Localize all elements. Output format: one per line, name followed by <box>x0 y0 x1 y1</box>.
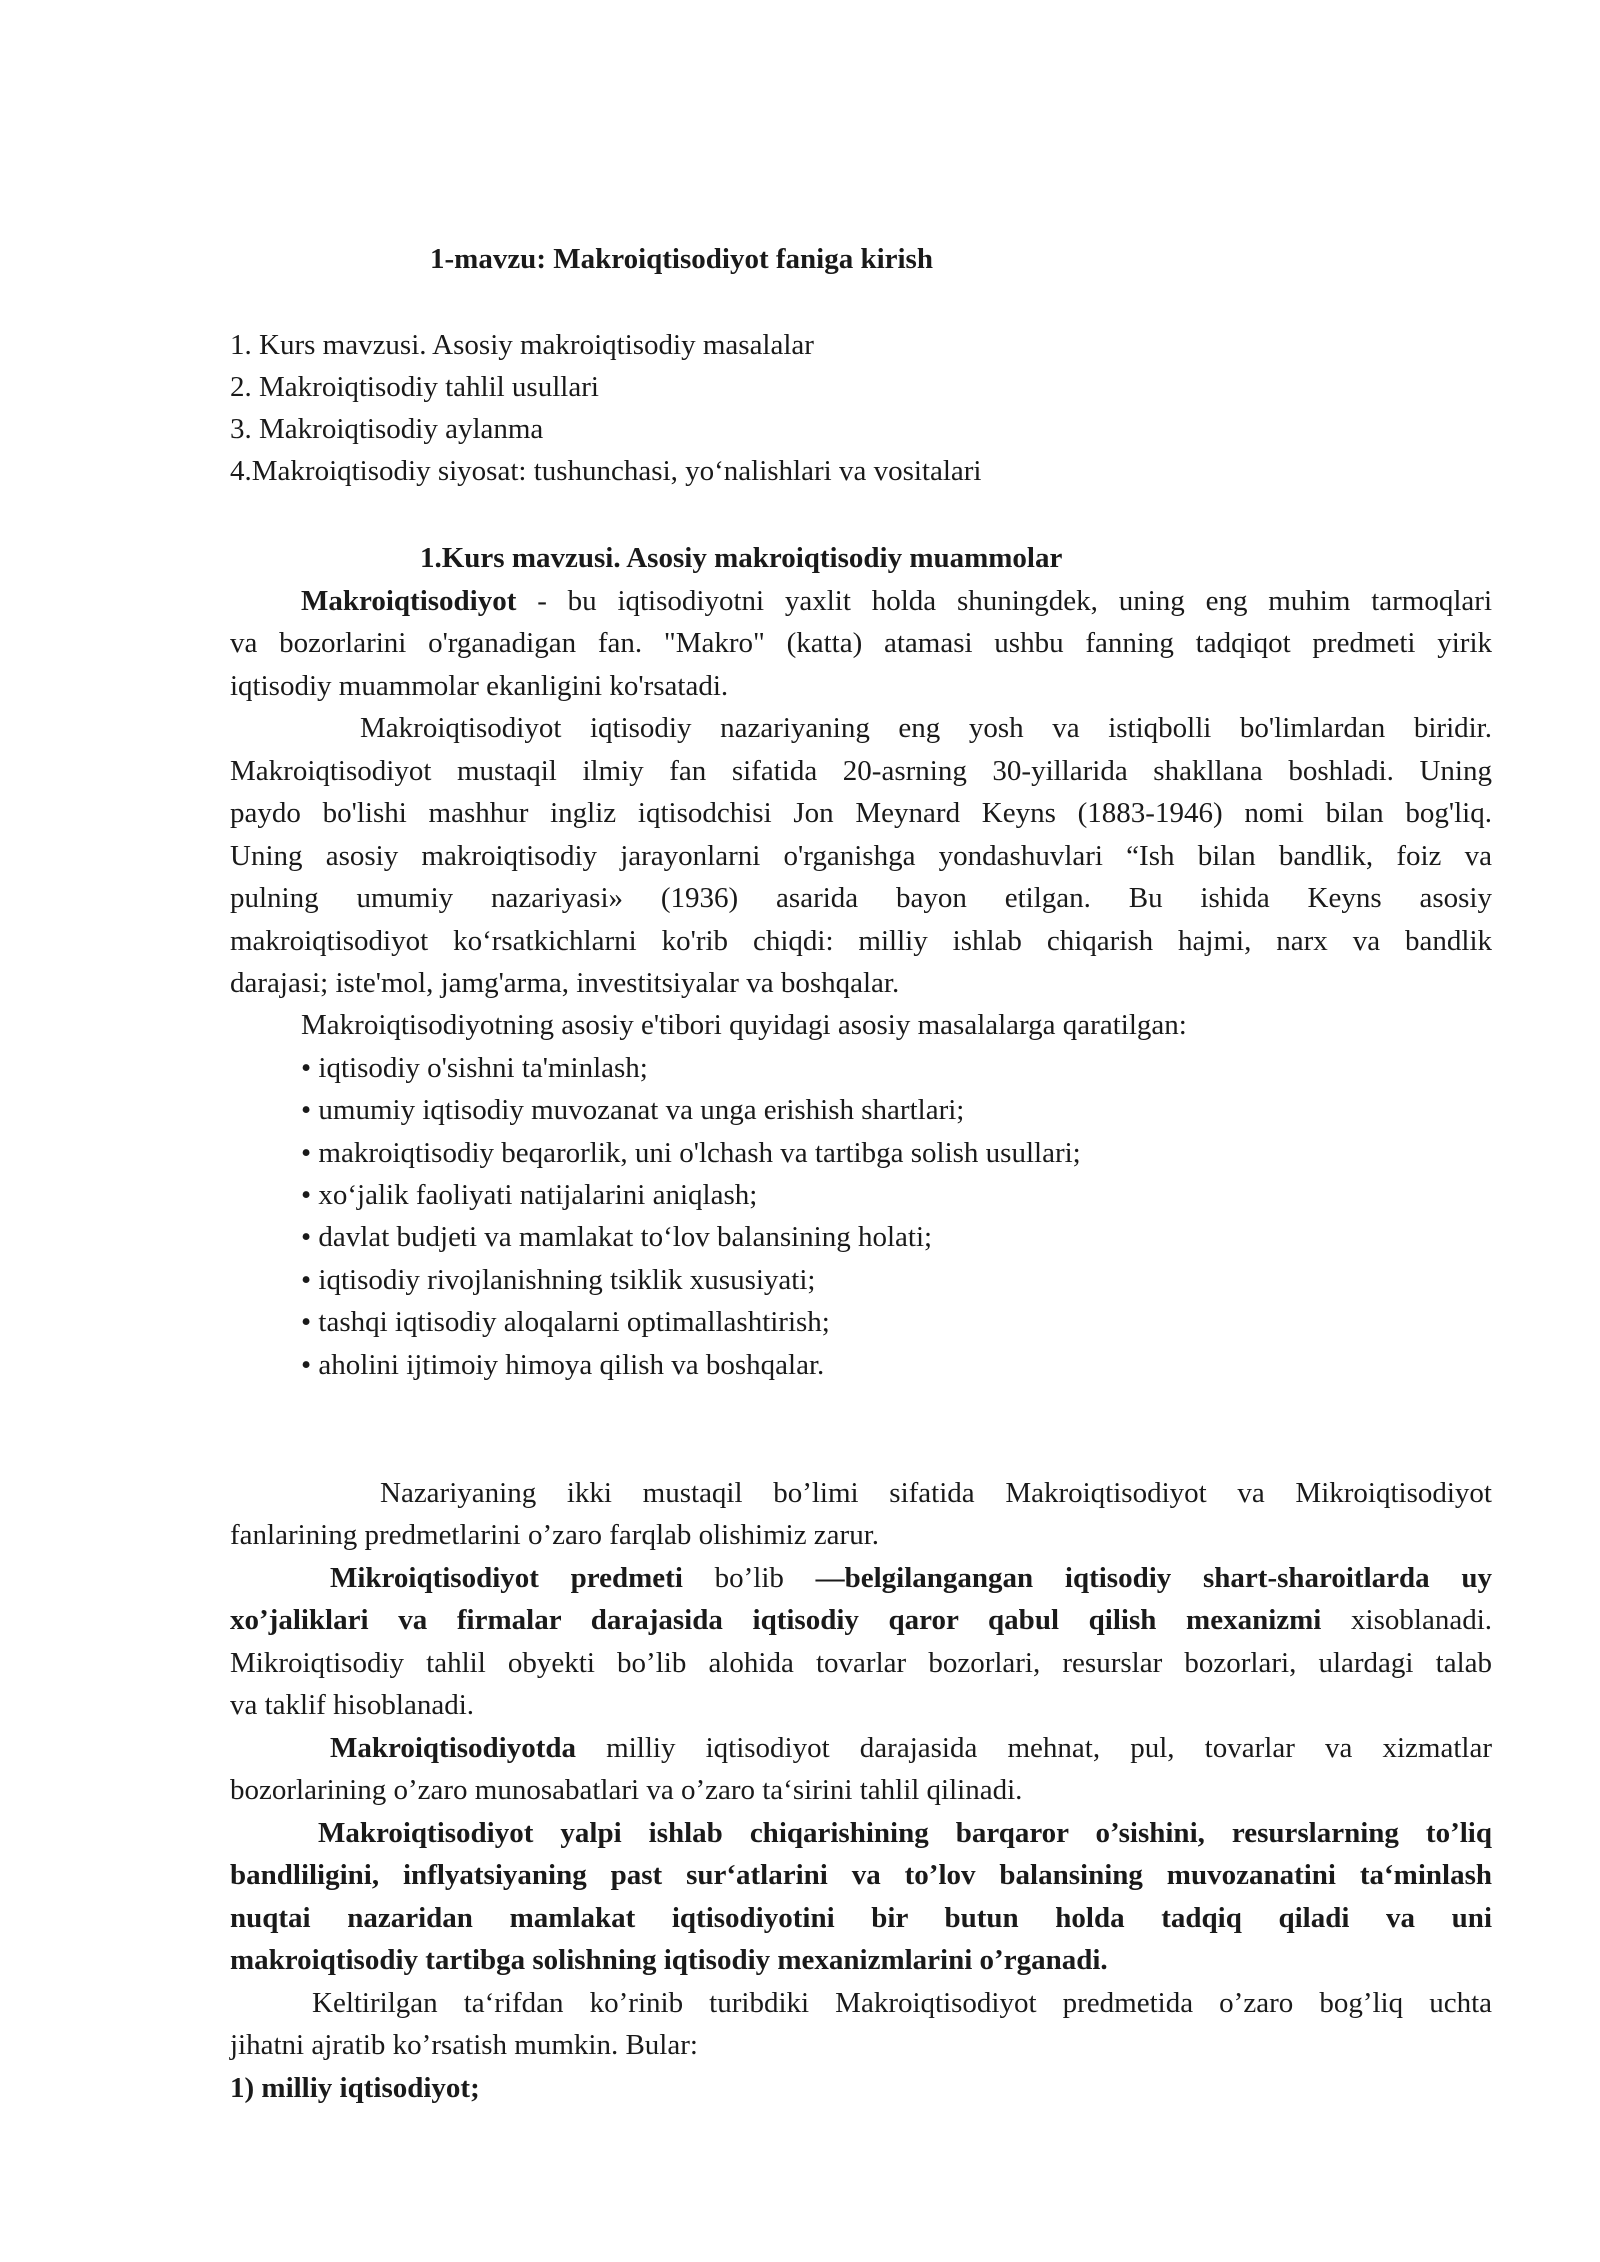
text-run: milliy iqtisodiyot darajasida mehnat, pul, tovarlar va xizmatlar <box>576 1732 1492 1764</box>
text-run: - bu iqtisodiyotni yaxlit holda shuningdek, uning eng muhim tarmoqlari <box>516 585 1492 617</box>
list-item: • iqtisodiy o'sishni ta'minlash; <box>301 1052 648 1084</box>
paragraph-line: makroiqtisodiy tartibga solishning iqtisodiy mexanizmlarini o’rganadi. <box>230 1944 1108 1976</box>
paragraph-line: va taklif hisoblanadi. <box>230 1689 475 1721</box>
list-item: • tashqi iqtisodiy aloqalarni optimallashtirish; <box>301 1306 830 1338</box>
numbered-item: 1) milliy iqtisodiyot; <box>230 2072 480 2104</box>
text-run: bo’lib <box>682 1562 816 1594</box>
paragraph-line: Nazariyaning ikki mustaqil bo’limi sifatida Makroiqtisodiyot va Mikroiqtisodiyot <box>380 1477 1492 1509</box>
paragraph-line <box>230 1599 1492 1641</box>
plan-item: 1. Kurs mavzusi. Asosiy makroiqtisodiy masalalar <box>230 329 814 361</box>
text-run-bold: xo’jaliklari va firmalar darajasida iqtisodiy qaror qabul qilish mexanizmi <box>230 1604 1322 1636</box>
paragraph-line: Mikroiqtisodiy tahlil obyekti bo’lib alohida tovarlar bozorlari, resurslar bozorlari, ulardagi talab <box>230 1647 1492 1679</box>
list-item: • umumiy iqtisodiy muvozanat va unga erishish shartlari; <box>301 1094 965 1126</box>
paragraph-line: bozorlarining o’zaro munosabatlari va o’zaro ta‘sirini tahlil qilinadi. <box>230 1774 1023 1806</box>
term-makroiqtisodiyot: Makroiqtisodiyot <box>301 585 517 617</box>
plan-item: 2. Makroiqtisodiy tahlil usullari <box>230 371 599 403</box>
text-run: xisoblanadi. <box>1321 1604 1492 1636</box>
paragraph-line: paydo bo'lishi mashhur ingliz iqtisodchisi Jon Meynard Keyns (1883-1946) nomi bilan bog'liq. <box>230 797 1492 829</box>
list-item: • davlat budjeti va mamlakat to‘lov balansining holati; <box>301 1221 933 1253</box>
list-item: • xo‘jalik faoliyati natijalarini aniqlash; <box>301 1179 758 1211</box>
paragraph-line: bandliligini, inflyatsiyaning past sur‘atlarini va to’lov balansining muvozanatini ta‘minlash <box>230 1859 1492 1891</box>
paragraph-line: pulning umumiy nazariyasi» (1936) asarida bayon etilgan. Bu ishida Keyns asosiy <box>230 882 1492 914</box>
plan-item: 3. Makroiqtisodiy aylanma <box>230 413 544 445</box>
document-title: 1-mavzu: Makroiqtisodiyot faniga kirish <box>430 243 933 275</box>
text-run-bold: —belgilangangan iqtisodiy shart-sharoitlarda uy <box>815 1562 1492 1594</box>
list-item: • aholini ijtimoiy himoya qilish va boshqalar. <box>301 1349 825 1381</box>
paragraph-line: Makroiqtisodiyot mustaqil ilmiy fan sifatida 20-asrning 30-yillarida shakllana boshladi. Uning <box>230 755 1492 787</box>
paragraph-line: darajasi; iste'mol, jamg'arma, investitsiyalar va boshqalar. <box>230 967 900 999</box>
paragraph-line: jihatni ajratib ko’rsatish mumkin. Bular: <box>230 2029 698 2061</box>
plan-item: 4.Makroiqtisodiy siyosat: tushunchasi, yo‘nalishlari va vositalari <box>230 455 982 487</box>
paragraph-line: iqtisodiy muammolar ekanligini ko'rsatadi. <box>230 670 729 702</box>
paragraph-line: va bozorlarini o'rganadigan fan. "Makro" (katta) atamasi ushbu fanning tadqiqot predmeti yirik <box>230 627 1492 659</box>
term-mikroiqtisodiyot-predmeti: Mikroiqtisodiyot predmeti <box>330 1562 683 1594</box>
section-heading: 1.Kurs mavzusi. Asosiy makroiqtisodiy muammolar <box>420 542 1063 574</box>
focus-intro: Makroiqtisodiyotning asosiy e'tibori quyidagi asosiy masalalarga qaratilgan: <box>301 1009 1187 1041</box>
paragraph-line <box>301 580 1492 622</box>
paragraph-line <box>330 1557 1492 1599</box>
paragraph-line: Makroiqtisodiyot yalpi ishlab chiqarishining barqaror o’sishini, resurslarning to’liq <box>318 1817 1492 1849</box>
paragraph-line: nuqtai nazaridan mamlakat iqtisodiyotini bir butun holda tadqiq qiladi va uni <box>230 1902 1492 1934</box>
list-item: • iqtisodiy rivojlanishning tsiklik xususiyati; <box>301 1264 816 1296</box>
paragraph-line: fanlarining predmetlarini o’zaro farqlab olishimiz zarur. <box>230 1519 880 1551</box>
paragraph-line: Makroiqtisodiyot iqtisodiy nazariyaning eng yosh va istiqbolli bo'limlardan biridir. <box>360 712 1492 744</box>
paragraph-line: Keltirilgan ta‘rifdan ko’rinib turibdiki Makroiqtisodiyot predmetida o’zaro bog’liq uchta <box>312 1987 1492 2019</box>
paragraph-line: makroiqtisodiyot ko‘rsatkichlarni ko'rib chiqdi: milliy ishlab chiqarish hajmi, narx va bandlik <box>230 925 1492 957</box>
term-makroiqtisodiyotda: Makroiqtisodiyotda <box>330 1732 577 1764</box>
paragraph-line <box>330 1727 1492 1769</box>
list-item: • makroiqtisodiy beqarorlik, uni o'lchash va tartibga solish usullari; <box>301 1137 1081 1169</box>
paragraph-line: Uning asosiy makroiqtisodiy jarayonlarni o'rganishga yondashuvlari “Ish bilan bandlik, foiz va <box>230 840 1492 872</box>
